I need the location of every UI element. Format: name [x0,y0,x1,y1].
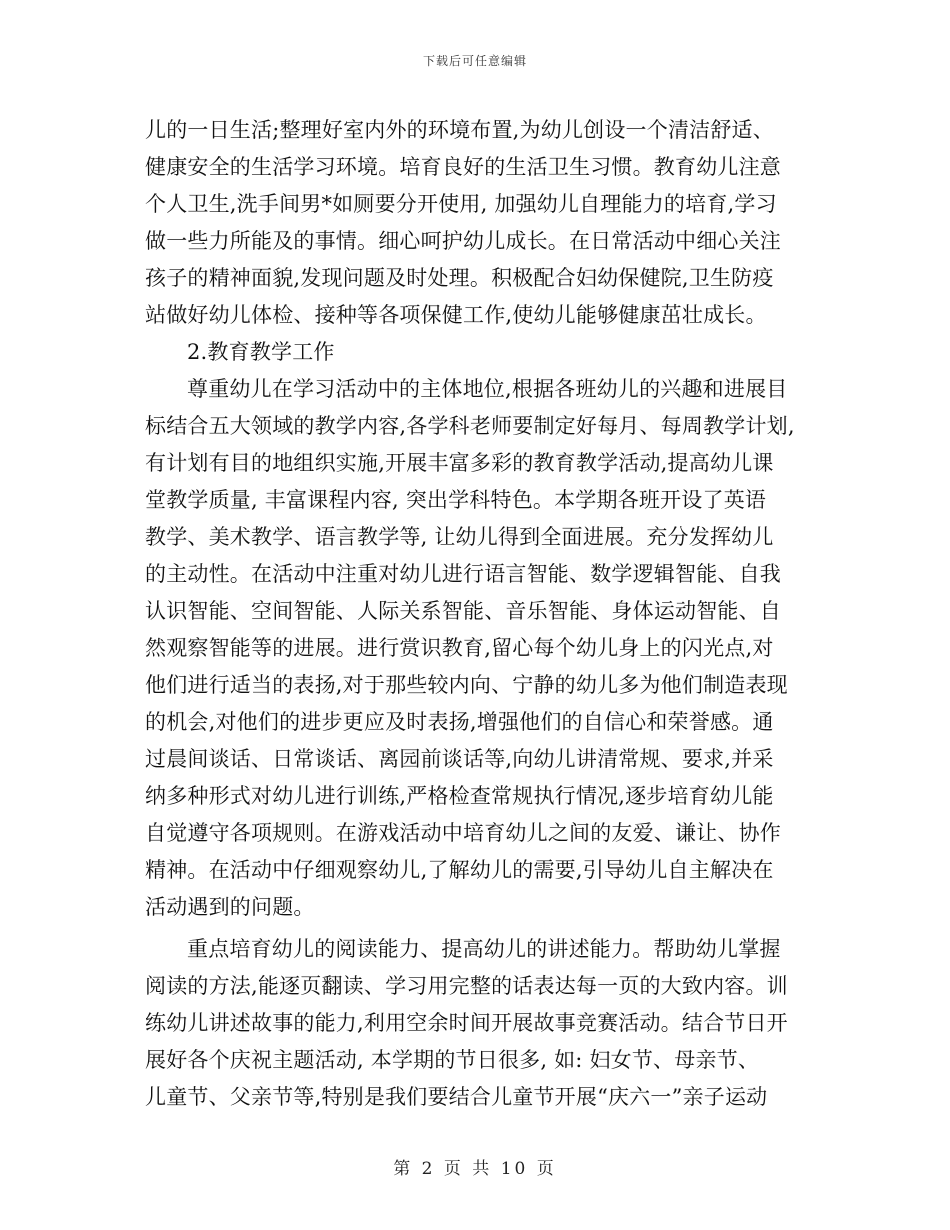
text-line: 重点培育幼儿的阅读能力、提高幼儿的讲述能力。帮助幼儿掌握 [187,937,781,961]
text-line: 健康安全的生活学习环境。培育良好的生活卫生习惯。教育幼儿注意 [145,155,781,179]
text-line: 纳多种形式对幼儿进行训练,严格检查常规执行情况,逐步培育幼儿能 [145,784,774,808]
text-line: 练幼儿讲述故事的能力,利用空余时间开展故事竞赛活动。结合节日开 [145,1011,788,1035]
text-line: 尊重幼儿在学习活动中的主体地位,根据各班幼儿的兴趣和进展目 [187,377,788,401]
text-line: 精神。在活动中仔细观察幼儿,了解幼儿的需要,引导幼儿自主解决在 [145,858,774,882]
page-number: 第 2 页 共 10 页 [393,1159,557,1179]
text-line: 的机会,对他们的进步更应及时表扬,增强他们的自信心和荣誉感。通 [145,710,774,734]
text-line: 自觉遵守各项规则。在游戏活动中培育幼儿之间的友爱、谦让、协作 [145,821,781,845]
text-line: 儿的一日生活;整理好室内外的环境布置,为幼儿创设一个清洁舒适、 [145,118,774,142]
text-line: 展好各个庆祝主题活动, 本学期的节日很多, 如: 妇女节、母亲节、 [145,1048,760,1072]
text-line: 做一些力所能及的事情。细心呵护幼儿成长。在日常活动中细心关注 [145,229,781,253]
text-line: 孩子的精神面貌,发现问题及时处理。积极配合妇幼保健院,卫生防疫 [145,266,774,290]
section-heading: 2.教育教学工作 [187,340,335,364]
page-header-note: 下载后可任意编辑 [422,54,527,68]
text-line: 然观察智能等的进展。进行赏识教育,留心每个幼儿身上的闪光点,对 [145,636,774,660]
text-line: 儿童节、父亲节等,特别是我们要结合儿童节开展“庆六一”亲子运动 [145,1085,768,1109]
text-line: 阅读的方法,能逐页翻读、学习用完整的话表达每一页的大致内容。训 [145,974,788,998]
text-line: 堂教学质量, 丰富课程内容, 突出学科特色。本学期各班开设了英语 [145,488,767,512]
document-body [145,112,815,1116]
text-line: 他们进行适当的表扬,对于那些较内向、宁静的幼儿多为他们制造表现 [145,673,788,697]
text-line: 的主动性。在活动中注重对幼儿进行语言智能、数学逻辑智能、自我 [145,562,781,586]
text-line: 个人卫生,洗手间男*如厕要分开使用, 加强幼儿自理能力的培育,学习 [145,192,777,216]
text-line: 教学、美术教学、语言教学等, 让幼儿得到全面进展。充分发挥幼儿 [145,525,774,549]
text-line: 标结合五大领域的教学内容,各学科老师要制定好每月、每周教学计划, [145,414,795,438]
text-line: 认识智能、空间智能、人际关系智能、音乐智能、身体运动智能、自 [145,599,781,623]
text-line: 站做好幼儿体检、接种等各项保健工作,使幼儿能够健康茁壮成长。 [145,303,767,327]
text-line: 活动遇到的问题。 [145,895,315,919]
text-line: 过晨间谈话、日常谈话、离园前谈话等,向幼儿讲清常规、要求,并采 [145,747,774,771]
text-line: 有计划有目的地组织实施,开展丰富多彩的教育教学活动,提高幼儿课 [145,451,774,475]
